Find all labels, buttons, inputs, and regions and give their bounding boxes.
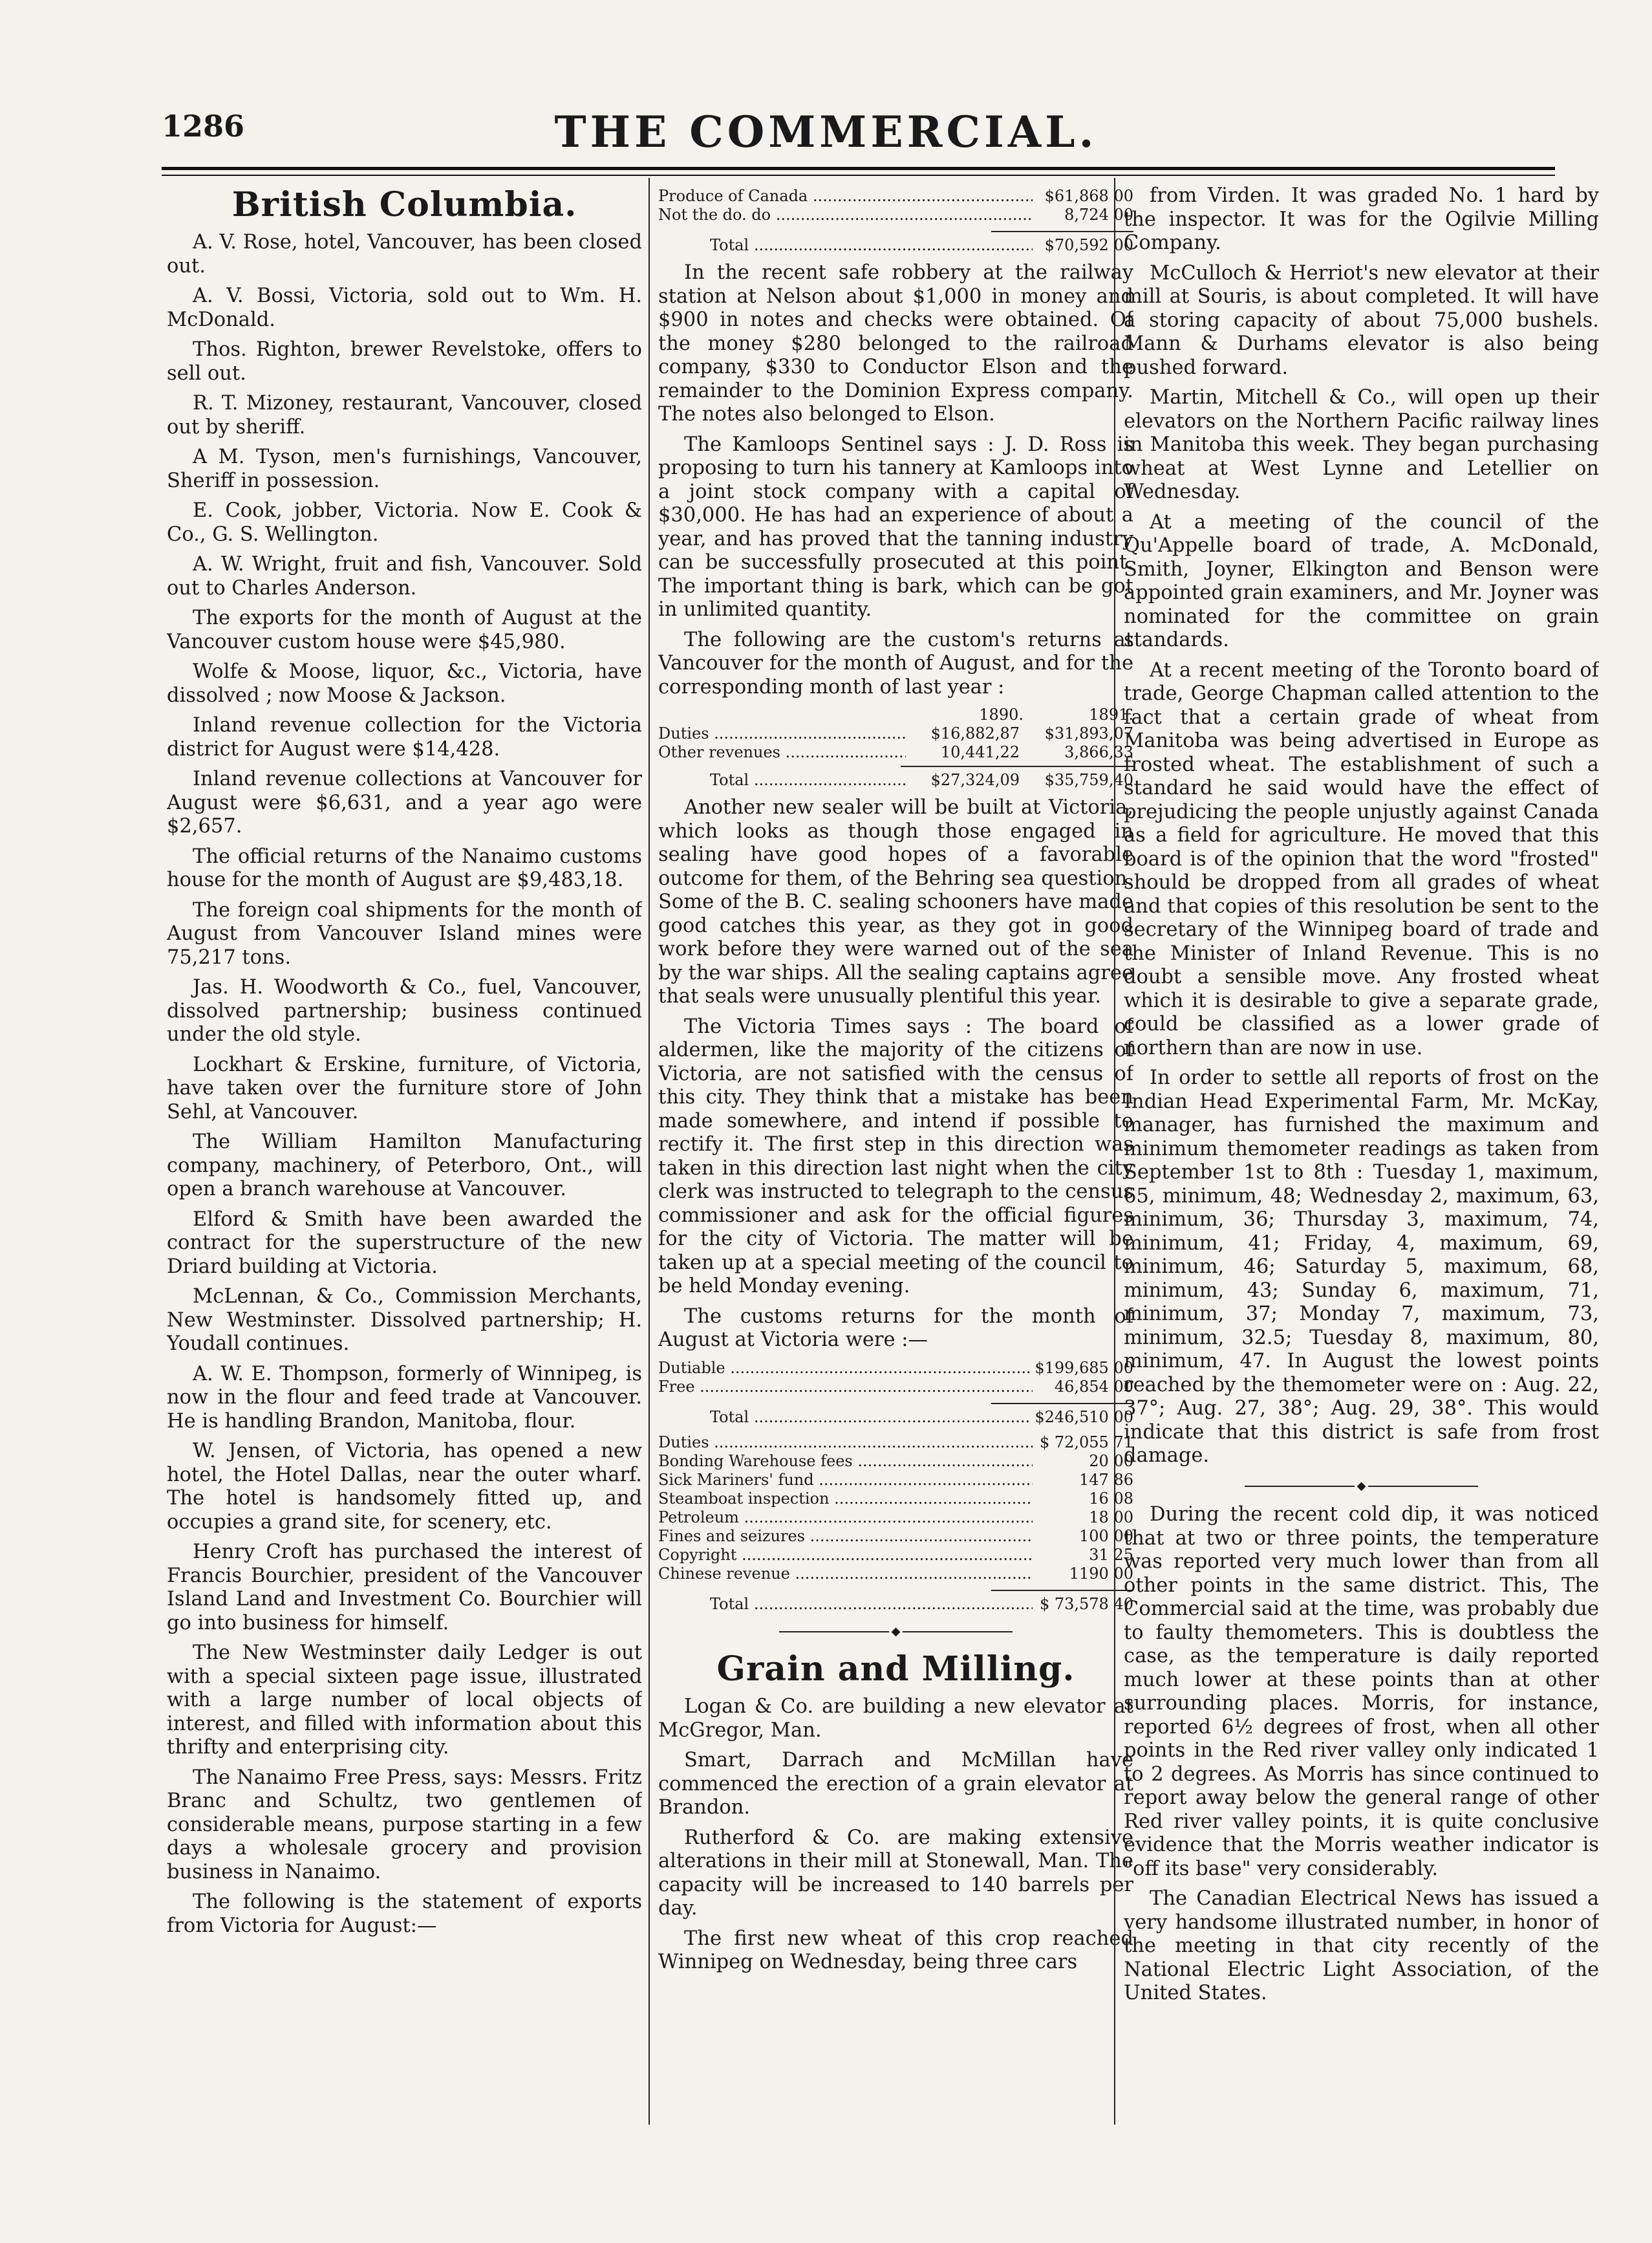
article-list [658, 796, 1133, 1352]
section-divider: ◆ [658, 1620, 1133, 1644]
section-divider: ◆ [1124, 1475, 1599, 1499]
table-row: Petroleum ..... 18 00 [658, 1508, 1133, 1527]
article-paragraph: At a recent meeting of the Toronto board of trade, George Chapman called attention to the fact that a certain grade of wheat from Manitoba was being advertised in Europe as frosted wheat. The establishment of such a standard he said would have the effect of prejudicing the people unjustly against Canada as a field for agriculture. He moved that this board is of the opinion that the word "frosted" should be dropped from all grades of wheat and that copies of this resolution be sent to the secretary of the Winnipeg board of trade and the Minister of Inland Revenue. This is no doubt a sensible move. Any frosted wheat which it is desirable to give a separate grade, could be classified as a lower grade of northern than are now in use. [1124, 658, 1599, 1059]
column-middle [658, 184, 1133, 1981]
article-paragraph: Martin, Mitchell & Co., will open up their elevators on the Northern Pacific railway lines in Manitoba this week. They began purchasing wheat at West Lynne and Letellier on Wednesday. [1124, 386, 1599, 503]
column-rule-1 [649, 178, 650, 2125]
article-paragraph: The official returns of the Nanaimo customs house for the month of August are $9,483,18. [167, 845, 642, 891]
section-heading-british-columbia: British Columbia. [231, 185, 577, 224]
victoria-customs-table [658, 1359, 1133, 1396]
table-row: Produce of Canada ..... $61,868 00 [658, 187, 1133, 206]
article-paragraph: Jas. H. Woodworth & Co., fuel, Vancouver, dissolved partnership; business continued under the old style. [167, 976, 642, 1046]
article-list [658, 1695, 1133, 1975]
table-row: Steamboat inspection ..... 16 08 [658, 1490, 1133, 1508]
article-paragraph: from Virden. It was graded No. 1 hard by the inspector. It was for the Ogilvie Milling Company. [1124, 184, 1599, 254]
article-paragraph: Thos. Righton, brewer Revelstoke, offers to sell out. [167, 338, 642, 385]
article-paragraph: W. Jensen, of Victoria, has opened a new hotel, the Hotel Dallas, near the outer wharf. The hotel is handsomely fitted up, and occupies a grand site, for scenery, etc. [167, 1440, 642, 1533]
article-paragraph: In order to settle all reports of frost on the Indian Head Experimental Farm, Mr. McKay, manager, has furnished the maximum and minimum themometer readings as taken from September 1st to 8th : Tuesday 1, maximum, 65, minimum, 48; Wednesday 2, maximum, 63, minimum, 36; Thursday 3, maximum, 74, minimum, 41; Friday, 4, maximum, 69, minimum, 46; Saturday 5, maximum, 68, minimum, 43; Sunday 6, maximum, 71, minimum, 37; Monday 7, maximum, 73, minimum, 32.5; Tuesday 8, maximum, 80, minimum, 47. In August the lowest points reached by the themometer were on : Aug. 22, 37°; Aug. 27, 38°; Aug. 29, 38°. This would indicate that this district is safe from frost damage. [1124, 1067, 1599, 1467]
article-list [1124, 1503, 1599, 2006]
article-paragraph: R. T. Mizoney, restaurant, Vancouver, closed out by sheriff. [167, 392, 642, 439]
article-paragraph: The foreign coal shipments for the month of August from Vancouver Island mines were 75,217 tons. [167, 898, 642, 969]
table-row: Not the do. do ..... 8,724 00 [658, 206, 1133, 224]
article-paragraph: Inland revenue collections at Vancouver for August were $6,631, and a year ago were $2,657. [167, 768, 642, 838]
article-paragraph: The following is the statement of exports from Victoria for August:— [167, 1891, 642, 1937]
article-paragraph: A. V. Rose, hotel, Vancouver, has been closed out. [167, 231, 642, 277]
article-paragraph: Elford & Smith have been awarded the contract for the superstructure of the new Driard building at Victoria. [167, 1208, 642, 1278]
masthead: THE COMMERCIAL. [554, 107, 1098, 157]
customs-table: 1890. 1891. Duties ..... $16,882,87 $31,893,07 Other revenues ..... 10,441,22 3,866,33 Total ..... $27,324,09 $35,759,40 [658, 706, 1133, 790]
article-paragraph: The following are the custom's returns at Vancouver for the month of August, and for the corresponding month of last year : [658, 628, 1133, 699]
exports-table [658, 187, 1133, 224]
article-paragraph: Wolfe & Moose, liquor, &c., Victoria, have dissolved ; now Moose & Jackson. [167, 660, 642, 707]
header-rule [162, 167, 1555, 170]
article-paragraph: Rutherford & Co. are making extensive alterations in their mill at Stonewall, Man. The capacity will be increased to 140 barrels per day. [658, 1826, 1133, 1920]
article-paragraph: In the recent safe robbery at the railway station at Nelson about $1,000 in money and $900 in notes and checks were obtained. Of the money $280 belonged to the railroad company, $330 to Conductor Elson and the remainder to the Dominion Express company. The notes also belonged to Elson. [658, 261, 1133, 426]
article-paragraph: Logan & Co. are building a new elevator at McGregor, Man. [658, 1695, 1133, 1742]
article-paragraph: The customs returns for the month of August at Victoria were :— [658, 1305, 1133, 1351]
article-paragraph: The first new wheat of this crop reached Winnipeg on Wednesday, being three cars [658, 1927, 1133, 1974]
duties-table [658, 1433, 1133, 1583]
article-paragraph: The Nanaimo Free Press, says: Messrs. Fritz Branc and Schultz, two gentlemen of considerable means, purpose starting in a few days a wholesale grocery and provision business in Nanaimo. [167, 1766, 642, 1883]
article-paragraph: The Kamloops Sentinel says : J. D. Ross is proposing to turn his tannery at Kamloops into a joint stock company with a capital of $30,000. He has had an experience of about a year, and has proved that the tanning industry can be successfully prosecuted at this point. The important thing is bark, which can be got in unlimited quantity. [658, 433, 1133, 621]
page-number: 1286 [162, 109, 245, 144]
article-paragraph: Inland revenue collection for the Victoria district for August were $14,428. [167, 714, 642, 761]
table-row: Fines and seizures ..... 100 00 [658, 1527, 1133, 1546]
section-heading-grain-milling: Grain and Milling. [716, 1649, 1075, 1689]
article-paragraph: McCulloch & Herriot's new elevator at their mill at Souris, is about completed. It will have a storing capacity of about 75,000 bushels. Mann & Durhams elevator is also being pushed forward. [1124, 261, 1599, 379]
table-rule [991, 231, 1133, 232]
table-row: Duties ..... $ 72,055 71 [658, 1433, 1133, 1452]
article-paragraph: Smart, Darrach and McMillan have commenced the erection of a grain elevator at Brandon. [658, 1749, 1133, 1819]
table-row: Bonding Warehouse fees ..... 20 00 [658, 1452, 1133, 1471]
article-paragraph: A. W. Wright, fruit and fish, Vancouver. Sold out to Charles Anderson. [167, 553, 642, 600]
article-list [167, 231, 642, 1938]
article-paragraph: The Canadian Electrical News has issued a very handsome illustrated number, in honor of the meeting in that city recently of the National Electric Light Association, of the United States. [1124, 1887, 1599, 2005]
header-rule-thin [162, 175, 1555, 176]
article-list [658, 261, 1133, 699]
victoria-total: Total ..... $246,510 00 [658, 1408, 1133, 1427]
article-paragraph: The New Westminster daily Ledger is out with a special sixteen page issue, illustrated with a large number of local objects of interest, and filled with information about this thrifty and enterprising city. [167, 1642, 642, 1759]
column-british-columbia [167, 184, 642, 1944]
table-row: Sick Mariners' fund ..... 147 86 [658, 1471, 1133, 1490]
article-paragraph: Another new sealer will be built at Victoria, which looks as though those engaged in sealing have good hopes of a favorable outcome for them, of the Behring sea question. Some of the B. C. sealing schooners have made good catches this year, as they got in good work before they were warned out of the sea by the war ships. All the sealing captains agree that seals were unusually plentiful this year. [658, 796, 1133, 1008]
article-list [1124, 184, 1599, 1468]
table-row: Duties ..... $16,882,87 $31,893,07 [658, 724, 1133, 743]
table-row: Other revenues ..... 10,441,22 3,866,33 [658, 743, 1133, 762]
column-right [1124, 184, 1599, 2012]
article-paragraph: During the recent cold dip, it was noticed that at two or three points, the temperature was reported very much lower than from all other points in the same district. This, The Commercial said at the time, was probably due to faulty themometers. This is doubtless the case, as the temperature is daily reported much lower at these points than at other surrounding places. Morris, for instance, reported 6½ degrees of frost, when all other points in the Red river valley only indicated 1 to 2 degrees. As Morris has since continued to report away below the general range of other Red river valley points, it is quite conclusive evidence that the Morris weather indicator is "off its base" very considerably. [1124, 1503, 1599, 1880]
article-paragraph: The William Hamilton Manufacturing company, machinery, of Peterboro, Ont., will open a branch warehouse at Vancouver. [167, 1131, 642, 1200]
article-paragraph: Lockhart & Erskine, furniture, of Victoria, have taken over the furniture store of John Sehl, at Vancouver. [167, 1053, 642, 1123]
article-paragraph: E. Cook, jobber, Victoria. Now E. Cook & Co., G. S. Wellington. [167, 499, 642, 546]
article-paragraph: Henry Croft has purchased the interest of Francis Bourchier, president of the Vancouver Island Land and Investment Co. Bourchier will go into business for himself. [167, 1541, 642, 1634]
exports-total: Total ..... $70,592 00 [658, 236, 1133, 255]
table-row: Chinese revenue ..... 1190 00 [658, 1565, 1133, 1583]
article-paragraph: A M. Tyson, men's furnishings, Vancouver, Sheriff in possession. [167, 446, 642, 492]
table-row: Copyright ..... 31 25 [658, 1546, 1133, 1565]
article-paragraph: A. V. Bossi, Victoria, sold out to Wm. H. McDonald. [167, 285, 642, 331]
duties-total: Total ..... $ 73,578 40 [658, 1595, 1133, 1614]
table-row: Free ..... 46,854 00 [658, 1378, 1133, 1396]
table-row: Dutiable ..... $199,685 00 [658, 1359, 1133, 1378]
article-paragraph: McLennan, & Co., Commission Merchants, New Westminster. Dissolved partnership; H. Youdall continues. [167, 1285, 642, 1355]
article-paragraph: A. W. E. Thompson, formerly of Winnipeg, is now in the flour and feed trade at Vancouver. He is handling Brandon, Manitoba, flour. [167, 1362, 642, 1433]
article-paragraph: The exports for the month of August at the Vancouver custom house were $45,980. [167, 607, 642, 653]
article-paragraph: The Victoria Times says : The board of aldermen, like the majority of the citizens of Victoria, are not satisfied with the census of this city. They think that a mistake has been made somewhere, and intend if possible to rectify it. The first step in this direction was taken in this direction last night when the city clerk was instructed to telegraph to the census commissioner and ask for the official figures for the city of Victoria. The matter will be taken up at a special meeting of the council to be held Monday evening. [658, 1015, 1133, 1297]
article-paragraph: At a meeting of the council of the Qu'Appelle board of trade, A. McDonald, Smith, Joyner, Elkington and Benson were appointed grain examiners, and Mr. Joyner was nominated for the committee on grain standards. [1124, 510, 1599, 651]
